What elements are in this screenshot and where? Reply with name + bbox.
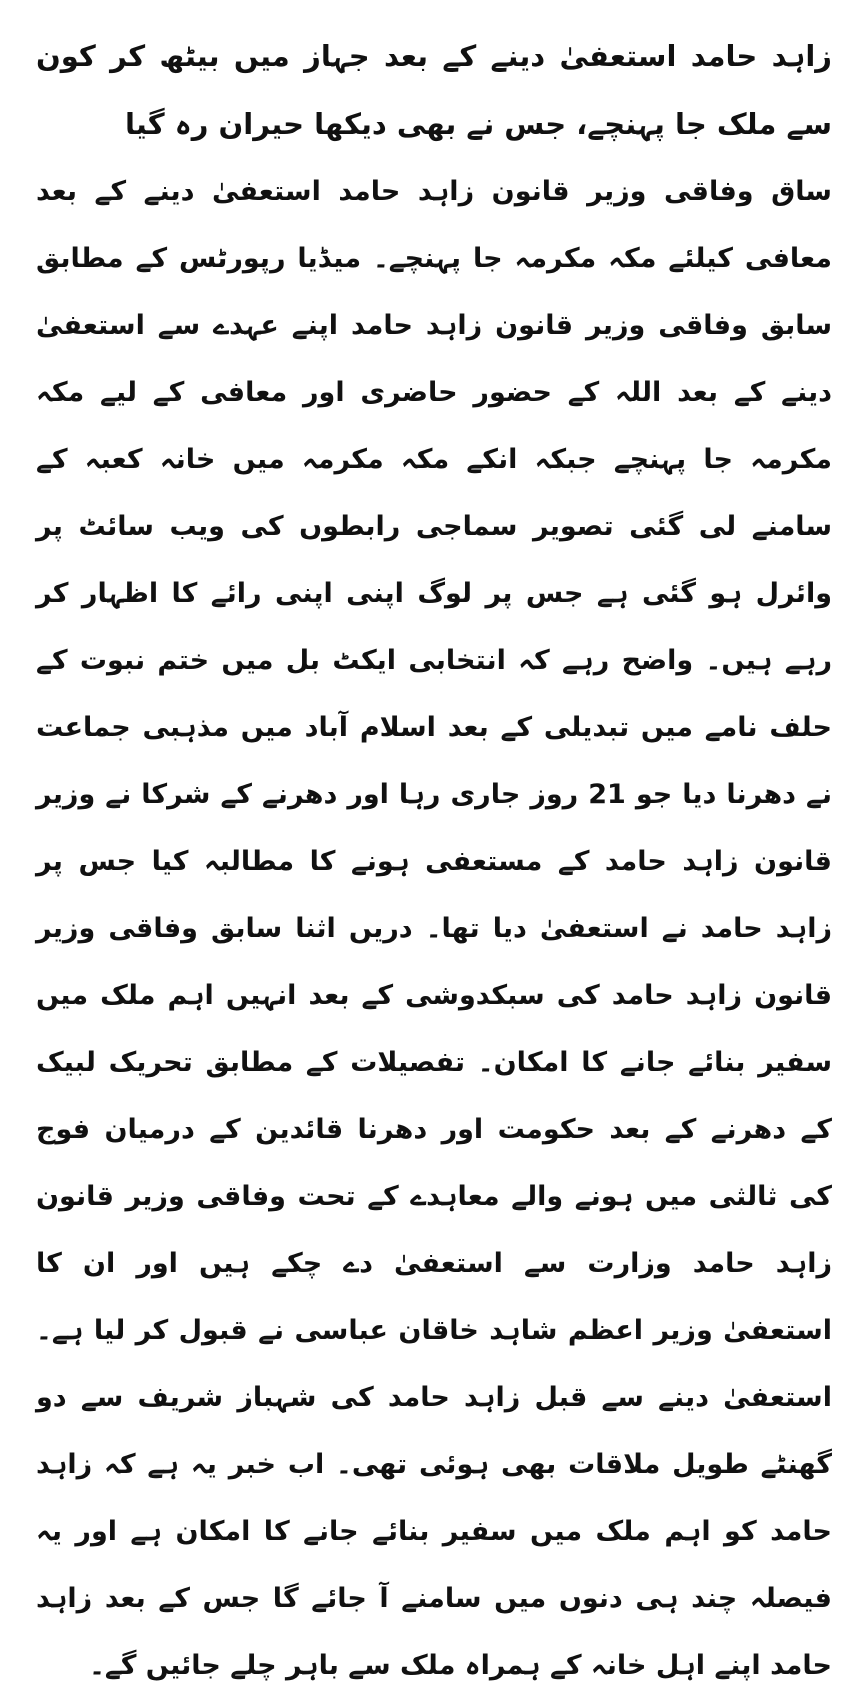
article-body: ساق وفاقی وزیر قانون زاہد حامد استعفیٰ دینے کے بعد معافی کیلئے مکہ مکرمہ جا پہنچے۔ میڈیا رپورٹس کے مطابق سابق وفاقی وزیر قانون زاہد حامد اپنے عہدے سے استعفیٰ دینے کے بعد اللہ کے حضور حاضری اور معافی کے لیے مکہ مکرمہ جا پہنچے جبکہ انکے مکہ مکرمہ میں خانہ کعبہ کے سامنے لی گئی تصویر سماجی رابطوں کی ویب سائٹ پر وائرل ہو گئی ہے جس پر لوگ اپنی اپنی رائے کا اظہار کر رہے ہیں۔ واضح رہے کہ انتخابی ایکٹ بل میں ختم نبوت کے حلف نامے میں تبدیلی کے بعد اسلام آباد میں مذہبی جماعت نے دھرنا دیا جو 21 روز جاری رہا اور دھرنے کے شرکا نے وزیر قانون زاہد حامد کے مستعفی ہونے کا مطالبہ کیا جس پر زاہد حامد نے استعفیٰ دیا تھا۔ دریں اثنا سابق وفاقی وزیر قانون زاہد حامد کی سبکدوشی کے بعد انہیں اہم ملک میں سفیر بنائے جانے کا امکان۔ تفصیلات کے مطابق تحریک لبیک کے دھرنے کے بعد حکومت اور دھرنا قائدین کے درمیان فوج کی ثالثی میں ہونے والے معاہدے کے تحت وفاقی وزیر قانون زاہد حامد وزارت سے استعفیٰ دے چکے ہیں اور ان کا استعفیٰ وزیر اعظم شاہد خاقان عباسی نے قبول کر لیا ہے۔ استعفیٰ دینے سے قبل زاہد حامد کی شہباز شریف سے دو گھنٹے طویل ملاقات بھی ہوئی تھی۔ اب خبر یہ ہے کہ زاہد حامد کو اہم ملک میں سفیر بنائے جانے کا امکان ہے اور یہ فیصلہ چند ہی دنوں میں سامنے آ جائے گا جس کے بعد زاہد حامد اپنے اہل خانہ کے ہمراہ ملک سے باہر چلے جائیں گے۔: [36, 176, 832, 1681]
article-headline: زاہد حامد استعفیٰ دینے کے بعد جہاز میں بیٹھ کر کون سے ملک جا پہنچے، جس نے بھی دیکھا حیران رہ گیا: [36, 39, 832, 141]
